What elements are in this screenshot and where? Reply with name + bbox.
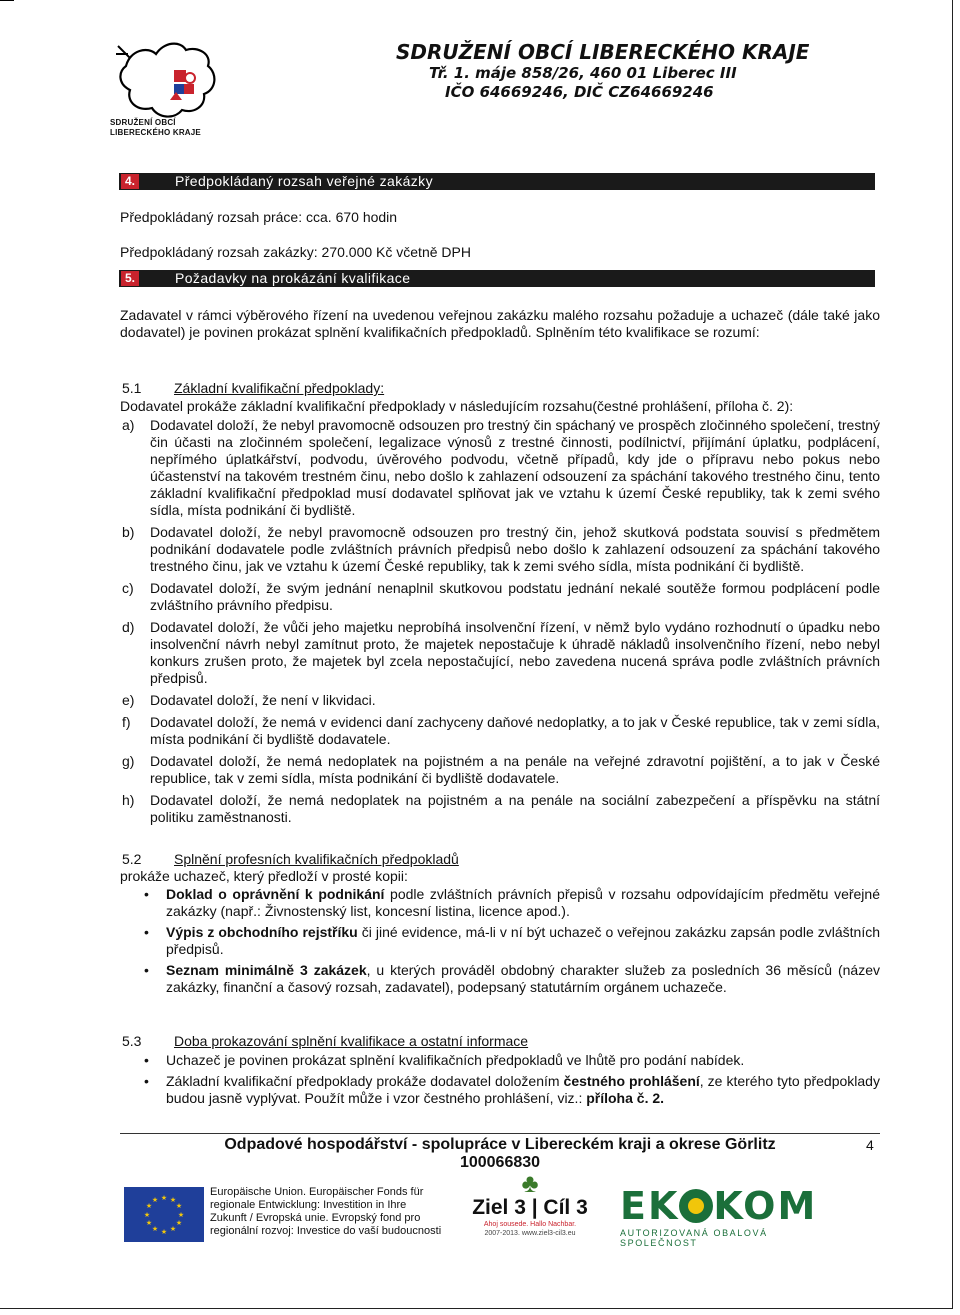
footer-rule xyxy=(120,1133,880,1134)
list-marker: f) xyxy=(122,714,131,730)
subsection-5-3-number: 5.3 xyxy=(122,1033,142,1049)
bullet-item xyxy=(120,924,880,958)
subsection-5-1-number: 5.1 xyxy=(122,380,142,396)
svg-text:★: ★ xyxy=(160,1194,168,1202)
list-item-text: Dodavatel doloží, že nebyl pravomocně odsouzen pro trestný čin spáchaný ve prospěch zločinného společení, trestný čin účasti na zločinném společení, legalizace výnosů z trestné činnosti, podílnictví, přijímání úplatku, podplácení, nepřímého úplatkářství, podvodu, úvěrového podvodu, včetně případů, kdy jde o přípravu nebo pokus nebo účastenství na takovém trestném činu, nebo došlo k zahlazení odsouzení za spáchání takového trestného činu, tento základní kvalifikační předpoklad musí dodavatel splňovat jak ve vztahu k území České republiky, tak k zemi svého sídla, místa podnikání či bydliště. xyxy=(150,417,880,518)
list-item-text: Dodavatel doloží, že vůči jeho majetku neprobíhá insolvenční řízení, v němž bylo vydáno rozhodnutí o úpadku nebo insolvenční návrh nebyl zamítnut proto, že majetek nepostačuje k úhradě nákladů insolvenčního řízení, nebo nebyl konkurs zrušen proto, že majetek byl zcela nepostačující, nebo zavedena nucená správa podle zvláštních právních předpisů. xyxy=(150,619,880,686)
subsection-5-3-title: Doba prokazování splnění kvalifikace a ostatní informace xyxy=(174,1033,529,1049)
bullet-item-text: či jiné evidence, má-li v ní být uchazeč o veřejnou zakázku zapsán podle zvláštních předpisů. xyxy=(166,924,880,957)
list-item xyxy=(120,580,880,614)
org-ids: IČO 64669246, DIČ CZ64669246 xyxy=(445,83,714,101)
list-item xyxy=(120,619,880,687)
list-marker: g) xyxy=(122,753,135,769)
section-5-title: Požadavky na prokázání kvalifikace xyxy=(175,270,411,286)
bullet-item-text: Uchazeč je povinen prokázat splnění kvalifikačních předpokladů ve lhůtě pro podání nabídek. xyxy=(166,1052,745,1068)
list-item xyxy=(120,714,880,748)
bullet-dot-icon: • xyxy=(144,1073,149,1089)
eu-text-line: Europäische Union. Europäischer Fonds für xyxy=(210,1186,424,1198)
list-marker: c) xyxy=(122,580,134,596)
corner-tick xyxy=(0,0,14,1)
bullet-item-text: podle zvláštních právních přepisů v rozsahu odpovídajícím předmětu veřejné zakázky (např.: Živnostenský list, koncesní listina, licence apod.). xyxy=(166,886,880,919)
bullet-item-text: , u kterých prováděl obdobný charakter služeb za posledních 36 měsíců (název zakázky, finanční a časový rozsah, zadavatel), podepsaný statutárním orgánem uchazeče. xyxy=(166,962,880,995)
basic-qualification-list xyxy=(120,417,880,831)
bullet-dot-icon: • xyxy=(144,1052,149,1068)
list-item-text: Dodavatel doloží, že nebyl pravomocně odsouzen pro trestný čin, jehož skutková podstata souvisí s předmětem podnikání dodavatele podle zvláštních právních předpisů nebo došlo k zahlazení odsouzení za spáchání takového trestného činu, jak ve vztahu k území České republiky, tak k zemi svého sídla, místa podnikání či bydliště. xyxy=(150,524,880,574)
ekokom-left: EK xyxy=(620,1184,680,1228)
org-header xyxy=(340,40,860,102)
bullet-item-bold: Doklad o oprávnění k podnikání xyxy=(166,886,385,902)
ekokom-brand xyxy=(620,1186,835,1226)
bullet-dot-icon: • xyxy=(144,886,149,902)
footer-project-title xyxy=(200,1136,800,1172)
list-marker: d) xyxy=(122,619,135,635)
ekokom-logo xyxy=(620,1186,835,1248)
subsection-5-1-heading xyxy=(122,380,384,397)
svg-text:★: ★ xyxy=(160,1228,168,1236)
eu-fund-text xyxy=(210,1186,460,1238)
section-4-number: 4. xyxy=(121,174,139,189)
subsection-5-2-title: Splnění profesních kvalifikačních předpokladů xyxy=(174,851,459,867)
recycle-icon xyxy=(679,1189,713,1223)
eu-text-line: Zukunft / Evropská unie. Evropský fond pro xyxy=(210,1212,421,1224)
list-item-text: Dodavatel doloží, že není v likvidaci. xyxy=(150,692,376,708)
bullet-item-bold: čestného prohlášení xyxy=(563,1073,700,1089)
org-address: Tř. 1. máje 858/26, 460 01 Liberec III xyxy=(429,64,737,82)
list-item xyxy=(120,692,880,709)
svg-text:★: ★ xyxy=(143,1211,151,1219)
svg-text:★: ★ xyxy=(177,1211,185,1219)
clover-icon: ♣ xyxy=(521,1168,539,1198)
list-item xyxy=(120,524,880,575)
logo-caption-line2: LIBERECKÉHO KRAJE xyxy=(110,128,201,137)
list-item xyxy=(120,792,880,826)
logo-caption-line1: SDRUŽENÍ OBCÍ xyxy=(110,118,176,127)
list-item-text: Dodavatel doloží, že svým jednání nenaplnil skutkovou podstatu jednání nekalé soutěže formou podplácení podle zvláštního právního předpisu. xyxy=(150,580,880,613)
subsection-5-2-intro: prokáže uchazeč, který předloží v prosté kopii: xyxy=(120,868,408,884)
ziel3-title: Ziel 3 | Cíl 3 xyxy=(472,1196,588,1219)
bullet-item-text: , ze kterého tyto předpoklady budou jasně vyplývat. Použít může i vzor čestného prohlášení, viz.: xyxy=(166,1073,880,1106)
logo-caption xyxy=(110,118,201,138)
list-marker: e) xyxy=(122,692,135,708)
ziel3-slogan: Ahoj sousede. Hallo Nachbar. xyxy=(483,1221,577,1228)
bullet-item-bold: příloha č. 2. xyxy=(586,1090,665,1106)
bullet-item xyxy=(120,886,880,920)
svg-text:★: ★ xyxy=(151,1225,159,1233)
section-5-number: 5. xyxy=(121,271,139,286)
subsection-5-1-intro: Dodavatel prokáže základní kvalifikační předpoklady v následujícím rozsahu(čestné prohlášení, příloha č. 2): xyxy=(120,398,794,414)
subsection-5-3-heading xyxy=(122,1033,528,1050)
bullet-item-text: Základní kvalifikační předpoklady prokáže dodavatel doložením xyxy=(166,1073,564,1089)
ziel3-url: 2007-2013. www.ziel3-cil3.eu xyxy=(484,1230,576,1237)
list-marker: a) xyxy=(122,417,135,433)
eu-flag-icon xyxy=(124,1187,204,1242)
section-5-intro: Zadavatel v rámci výběrového řízení na uvedenou veřejnou zakázku malého rozsahu požaduje a uchazeč (dále také jako dodavatel) je povinen prokázat splnění kvalifikačních předpokladů. Splněním této kvalifikace se rozumí: xyxy=(120,307,880,340)
subsection-5-2-number: 5.2 xyxy=(122,851,142,867)
list-item-text: Dodavatel doloží, že nemá v evidenci daní zachyceny daňové nedoplatky, a to jak v České republice, tak v zemi sídla, místa podnikání či bydliště dodavatele. xyxy=(150,714,880,747)
list-item-text: Dodavatel doloží, že nemá nedoplatek na pojistném a na penále na sociální zabezpečení a příspěvku na státní politiku zaměstnanosti. xyxy=(150,792,880,825)
deadline-info-list xyxy=(120,1052,880,1111)
bullet-item-bold: Výpis z obchodního rejstříku xyxy=(166,924,358,940)
scope-price: Předpokládaný rozsah zakázky: 270.000 Kč včetně DPH xyxy=(120,244,471,260)
section-4-bar xyxy=(119,173,875,190)
bullet-dot-icon: • xyxy=(144,962,149,978)
list-item xyxy=(120,753,880,787)
svg-text:★: ★ xyxy=(151,1196,159,1204)
svg-text:★: ★ xyxy=(169,1225,177,1233)
svg-text:★: ★ xyxy=(145,1202,153,1210)
svg-text:★: ★ xyxy=(169,1196,177,1204)
eu-text-line: regionální rozvoj: Investice do vaší budoucnosti xyxy=(210,1225,442,1237)
scope-hours: Předpokládaný rozsah práce: cca. 670 hodin xyxy=(120,209,398,225)
section-5-bar xyxy=(119,270,875,287)
ekokom-right: KOM xyxy=(713,1184,818,1228)
footer-title-line2: 100066830 xyxy=(459,1154,541,1171)
list-marker: b) xyxy=(122,524,135,540)
professional-qualification-list xyxy=(120,886,880,1000)
footer-title-line1: Odpadové hospodářství - spolupráce v Libereckém kraji a okrese Görlitz xyxy=(224,1136,776,1153)
bullet-item xyxy=(120,1052,880,1069)
bullet-dot-icon: • xyxy=(144,924,149,940)
ziel3-logo xyxy=(470,1170,590,1238)
list-marker: h) xyxy=(122,792,135,808)
svg-text:★: ★ xyxy=(175,1202,183,1210)
org-name: SDRUŽENÍ OBCÍ LIBERECKÉHO KRAJE xyxy=(396,40,810,64)
page-number: 4 xyxy=(866,1137,874,1153)
svg-text:★: ★ xyxy=(145,1219,153,1227)
section-4-title: Předpokládaný rozsah veřejné zakázky xyxy=(175,173,433,189)
bullet-item xyxy=(120,1073,880,1107)
bullet-item xyxy=(120,962,880,996)
list-item-text: Dodavatel doloží, že nemá nedoplatek na pojistném a na penále na veřejné zdravotní pojištění, a to jak v České republice, tak v zemi sídla, místa podnikání či bydliště dodavatele. xyxy=(150,753,880,786)
ekokom-tagline: AUTORIZOVANÁ OBALOVÁ SPOLEČNOST xyxy=(620,1228,768,1248)
svg-text:★: ★ xyxy=(175,1219,183,1227)
subsection-5-1-title: Základní kvalifikační předpoklady: xyxy=(174,380,385,396)
list-item xyxy=(120,417,880,519)
bullet-item-bold: Seznam minimálně 3 zakázek xyxy=(166,962,367,978)
eu-text-line: regionale Entwicklung: Investition in Ihre xyxy=(210,1199,407,1211)
subsection-5-2-heading xyxy=(122,851,459,868)
